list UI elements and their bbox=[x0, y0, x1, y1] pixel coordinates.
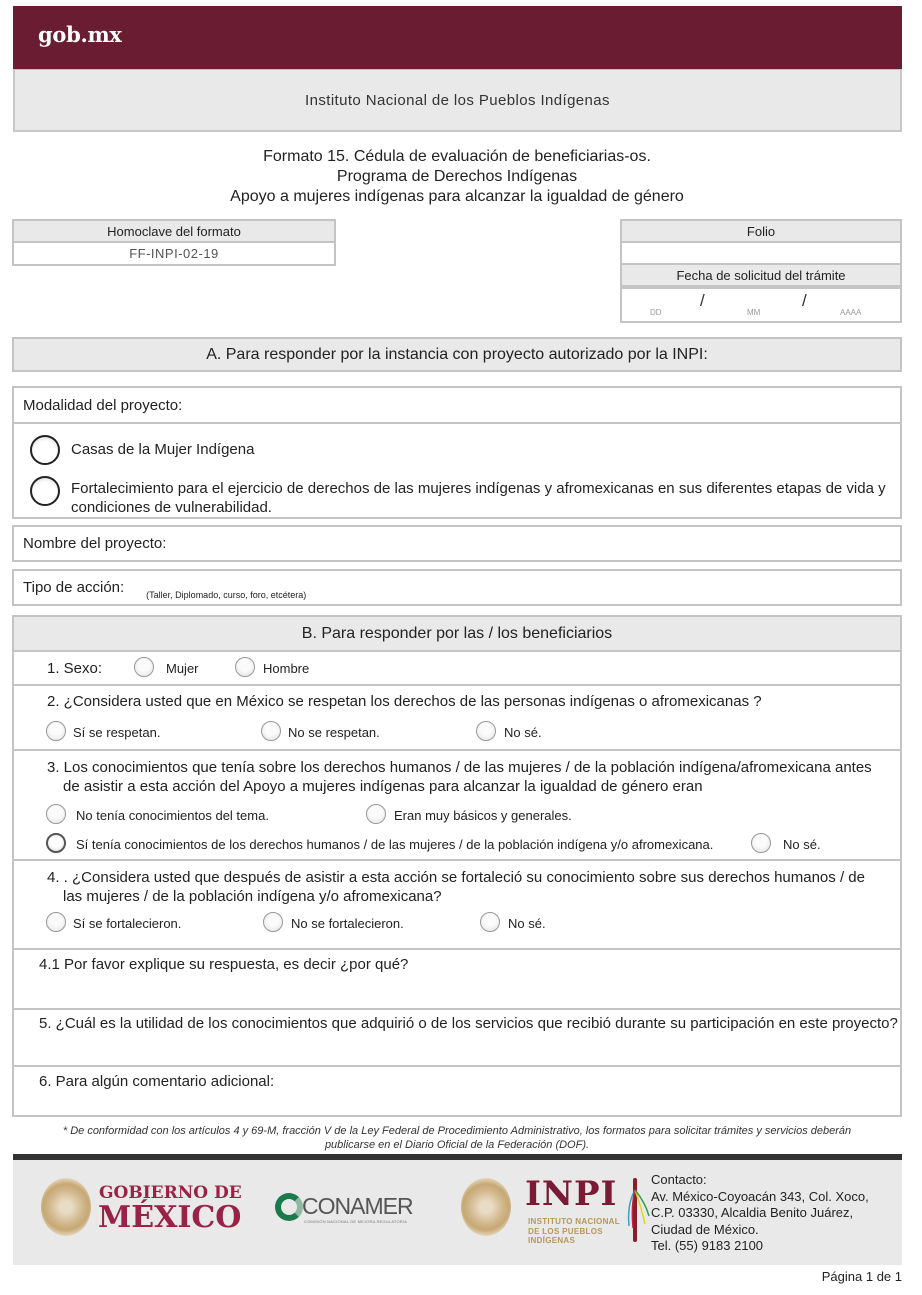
section-b bbox=[12, 615, 902, 1117]
date-day-label: DD bbox=[650, 308, 662, 317]
option-si-se-respetan: Sí se respetan. bbox=[73, 725, 161, 740]
radio-si-se-fortalecieron[interactable] bbox=[46, 912, 66, 932]
fecha-label: Fecha de solicitud del trámite bbox=[622, 265, 900, 287]
contact-title: Contacto: bbox=[651, 1172, 707, 1187]
footer bbox=[13, 1154, 902, 1265]
option-muy-basicos: Eran muy básicos y generales. bbox=[394, 808, 572, 823]
inpi-subtitle-line-3: INDÍGENAS bbox=[528, 1236, 576, 1245]
nombre-proyecto-field[interactable] bbox=[12, 525, 902, 562]
page-number: Página 1 de 1 bbox=[821, 1269, 902, 1284]
radio-no-se-q4[interactable] bbox=[480, 912, 500, 932]
mexico-seal-icon bbox=[41, 1178, 91, 1236]
question-4-1-label: 4.1 Por favor explique su respuesta, es decir ¿por qué? bbox=[39, 956, 409, 973]
fecha-input[interactable] bbox=[622, 287, 900, 319]
option-si-se-fortalecieron: Sí se fortalecieron. bbox=[73, 916, 182, 931]
option-no-se-q4: No sé. bbox=[508, 916, 546, 931]
document-title bbox=[0, 147, 914, 207]
radio-muy-basicos[interactable] bbox=[366, 804, 386, 824]
question-3-label-line2: de asistir a esta acción del Apoyo a mujeres indígenas para alcanzar la igualdad de género eran bbox=[63, 778, 703, 795]
question-4-label-line2: las mujeres / de la población indígena y/o afromexicana? bbox=[63, 888, 442, 905]
modalidad-label-row bbox=[12, 386, 902, 424]
section-a-header bbox=[12, 337, 902, 372]
date-month-label: MM bbox=[747, 308, 761, 317]
radio-no-se-q3[interactable] bbox=[751, 833, 771, 853]
gobierno-de-mexico-line2: MÉXICO bbox=[98, 1200, 242, 1235]
conamer-name: CONAMER bbox=[302, 1193, 413, 1219]
mexico-seal-icon bbox=[461, 1178, 511, 1236]
radio-si-se-respetan[interactable] bbox=[46, 721, 66, 741]
question-5-row[interactable] bbox=[14, 1010, 900, 1067]
inpi-subtitle bbox=[528, 1217, 620, 1246]
radio-si-tenia-conocimientos[interactable] bbox=[46, 833, 66, 853]
gobmx-header-bar bbox=[13, 6, 902, 69]
homoclave-value: FF-INPI-02-19 bbox=[14, 243, 334, 264]
institution-name: Instituto Nacional de los Pueblos Indígenas bbox=[305, 91, 610, 109]
section-b-title: B. Para responder por las / los beneficiarios bbox=[301, 624, 613, 642]
ribbons-icon bbox=[623, 1186, 651, 1230]
question-1-label: 1. Sexo: bbox=[47, 660, 103, 677]
title-line-1: Formato 15. Cédula de evaluación de beneficiarias-os. bbox=[263, 148, 651, 165]
question-5-label: 5. ¿Cuál es la utilidad de los conocimientos que adquirió o de los servicios que recibió durante su participación en este proyecto? bbox=[39, 1015, 898, 1032]
institution-bar bbox=[13, 69, 902, 132]
option-no-se-fortalecieron: No se fortalecieron. bbox=[291, 916, 404, 931]
option-no-se-respetan: No se respetan. bbox=[288, 725, 380, 740]
question-6-label: 6. Para algún comentario adicional: bbox=[39, 1073, 275, 1090]
question-2-label: 2. ¿Considera usted que en México se respetan los derechos de las personas indígenas o afromexicanas ? bbox=[47, 693, 762, 710]
homoclave-label: Homoclave del formato bbox=[14, 221, 334, 243]
radio-casas-mujer-indigena[interactable] bbox=[30, 435, 60, 465]
question-4-1-row[interactable] bbox=[14, 950, 900, 1010]
radio-no-se-fortalecieron[interactable] bbox=[263, 912, 283, 932]
gobmx-logo[interactable]: gob.mx bbox=[38, 22, 122, 47]
option-casas-mujer-indigena: Casas de la Mujer Indígena bbox=[71, 441, 255, 458]
date-separator: / bbox=[700, 291, 705, 310]
tipo-accion-label: Tipo de acción: bbox=[23, 579, 125, 596]
option-mujer: Mujer bbox=[166, 661, 199, 676]
section-b-header bbox=[14, 617, 900, 652]
legal-note bbox=[0, 1124, 914, 1152]
question-4-label-line1: 4. . ¿Considera usted que después de asistir a esta acción se fortaleció su conocimiento sobre sus derechos humanos / de bbox=[47, 869, 865, 886]
question-3-row bbox=[14, 751, 900, 861]
option-no-se-q2: No sé. bbox=[504, 725, 542, 740]
contact-address-line-3: Ciudad de México. bbox=[651, 1221, 759, 1237]
tipo-accion-hint: (Taller, Diplomado, curso, foro, etcétera) bbox=[146, 589, 307, 600]
radio-no-tenia-conocimientos[interactable] bbox=[46, 804, 66, 824]
conamer-logo-icon bbox=[275, 1193, 303, 1221]
date-separator: / bbox=[802, 291, 807, 310]
folio-box bbox=[620, 219, 902, 323]
legal-note-line-2: publicarse en el Diario Oficial de la Federación (DOF). bbox=[324, 1139, 590, 1151]
radio-hombre[interactable] bbox=[235, 657, 255, 677]
option-no-se-q3: No sé. bbox=[783, 837, 821, 852]
homoclave-box bbox=[12, 219, 336, 266]
contact-address-line-1: Av. México-Coyoacán 343, Col. Xoco, bbox=[651, 1188, 869, 1204]
question-4-row bbox=[14, 861, 900, 950]
title-line-3: Apoyo a mujeres indígenas para alcanzar la igualdad de género bbox=[230, 188, 684, 205]
contact-info bbox=[651, 1172, 869, 1255]
legal-note-line-1: * De conformidad con los artículos 4 y 69-M, fracción V de la Ley Federal de Procedimiento Administrativo, los formatos para solicitar trámites y servicios deberán bbox=[62, 1125, 852, 1137]
nombre-proyecto-label: Nombre del proyecto: bbox=[23, 535, 167, 552]
question-1-row bbox=[14, 652, 900, 686]
option-hombre: Hombre bbox=[263, 661, 310, 676]
option-no-tenia-conocimientos: No tenía conocimientos del tema. bbox=[76, 808, 269, 823]
inpi-subtitle-line-2: DE LOS PUEBLOS bbox=[528, 1226, 603, 1236]
inpi-name: INPI bbox=[525, 1174, 618, 1214]
question-6-row[interactable] bbox=[14, 1067, 900, 1115]
question-3-label-line1: 3. Los conocimientos que tenía sobre los derechos humanos / de las mujeres / de la población indígena/afromexicana antes bbox=[47, 759, 872, 776]
folio-input[interactable] bbox=[622, 243, 900, 265]
title-line-2: Programa de Derechos Indígenas bbox=[336, 168, 578, 185]
section-a-title: A. Para responder por la instancia con proyecto autorizado por la INPI: bbox=[206, 345, 708, 363]
modalidad-options bbox=[12, 422, 902, 519]
date-year-label: AAAA bbox=[840, 308, 862, 317]
tipo-accion-field[interactable] bbox=[12, 569, 902, 606]
radio-no-se-respetan[interactable] bbox=[261, 721, 281, 741]
radio-fortalecimiento[interactable] bbox=[30, 476, 60, 506]
conamer-subtitle: COMISIÓN NACIONAL DE MEJORA REGULATORIA bbox=[304, 1219, 408, 1224]
folio-label: Folio bbox=[622, 221, 900, 243]
contact-address-line-2: C.P. 03330, Alcaldia Benito Juárez, bbox=[651, 1205, 854, 1220]
radio-no-se-q2[interactable] bbox=[476, 721, 496, 741]
option-si-tenia-conocimientos: Sí tenía conocimientos de los derechos humanos / de las mujeres / de la población indígena y/o afromexicana. bbox=[76, 837, 714, 852]
modalidad-label: Modalidad del proyecto: bbox=[23, 396, 183, 414]
radio-mujer[interactable] bbox=[134, 657, 154, 677]
gobierno-de-mexico-line1: GOBIERNO DE bbox=[99, 1183, 242, 1203]
contact-phone: Tel. (55) 9183 2100 bbox=[651, 1238, 764, 1253]
inpi-subtitle-line-1: INSTITUTO NACIONAL bbox=[528, 1217, 620, 1226]
option-fortalecimiento: Fortalecimiento para el ejercicio de derechos de las mujeres indígenas y afromexicanas en sus diferentes etapas de vida y condiciones de vulnerabilidad. bbox=[71, 480, 886, 516]
question-2-row bbox=[14, 686, 900, 751]
